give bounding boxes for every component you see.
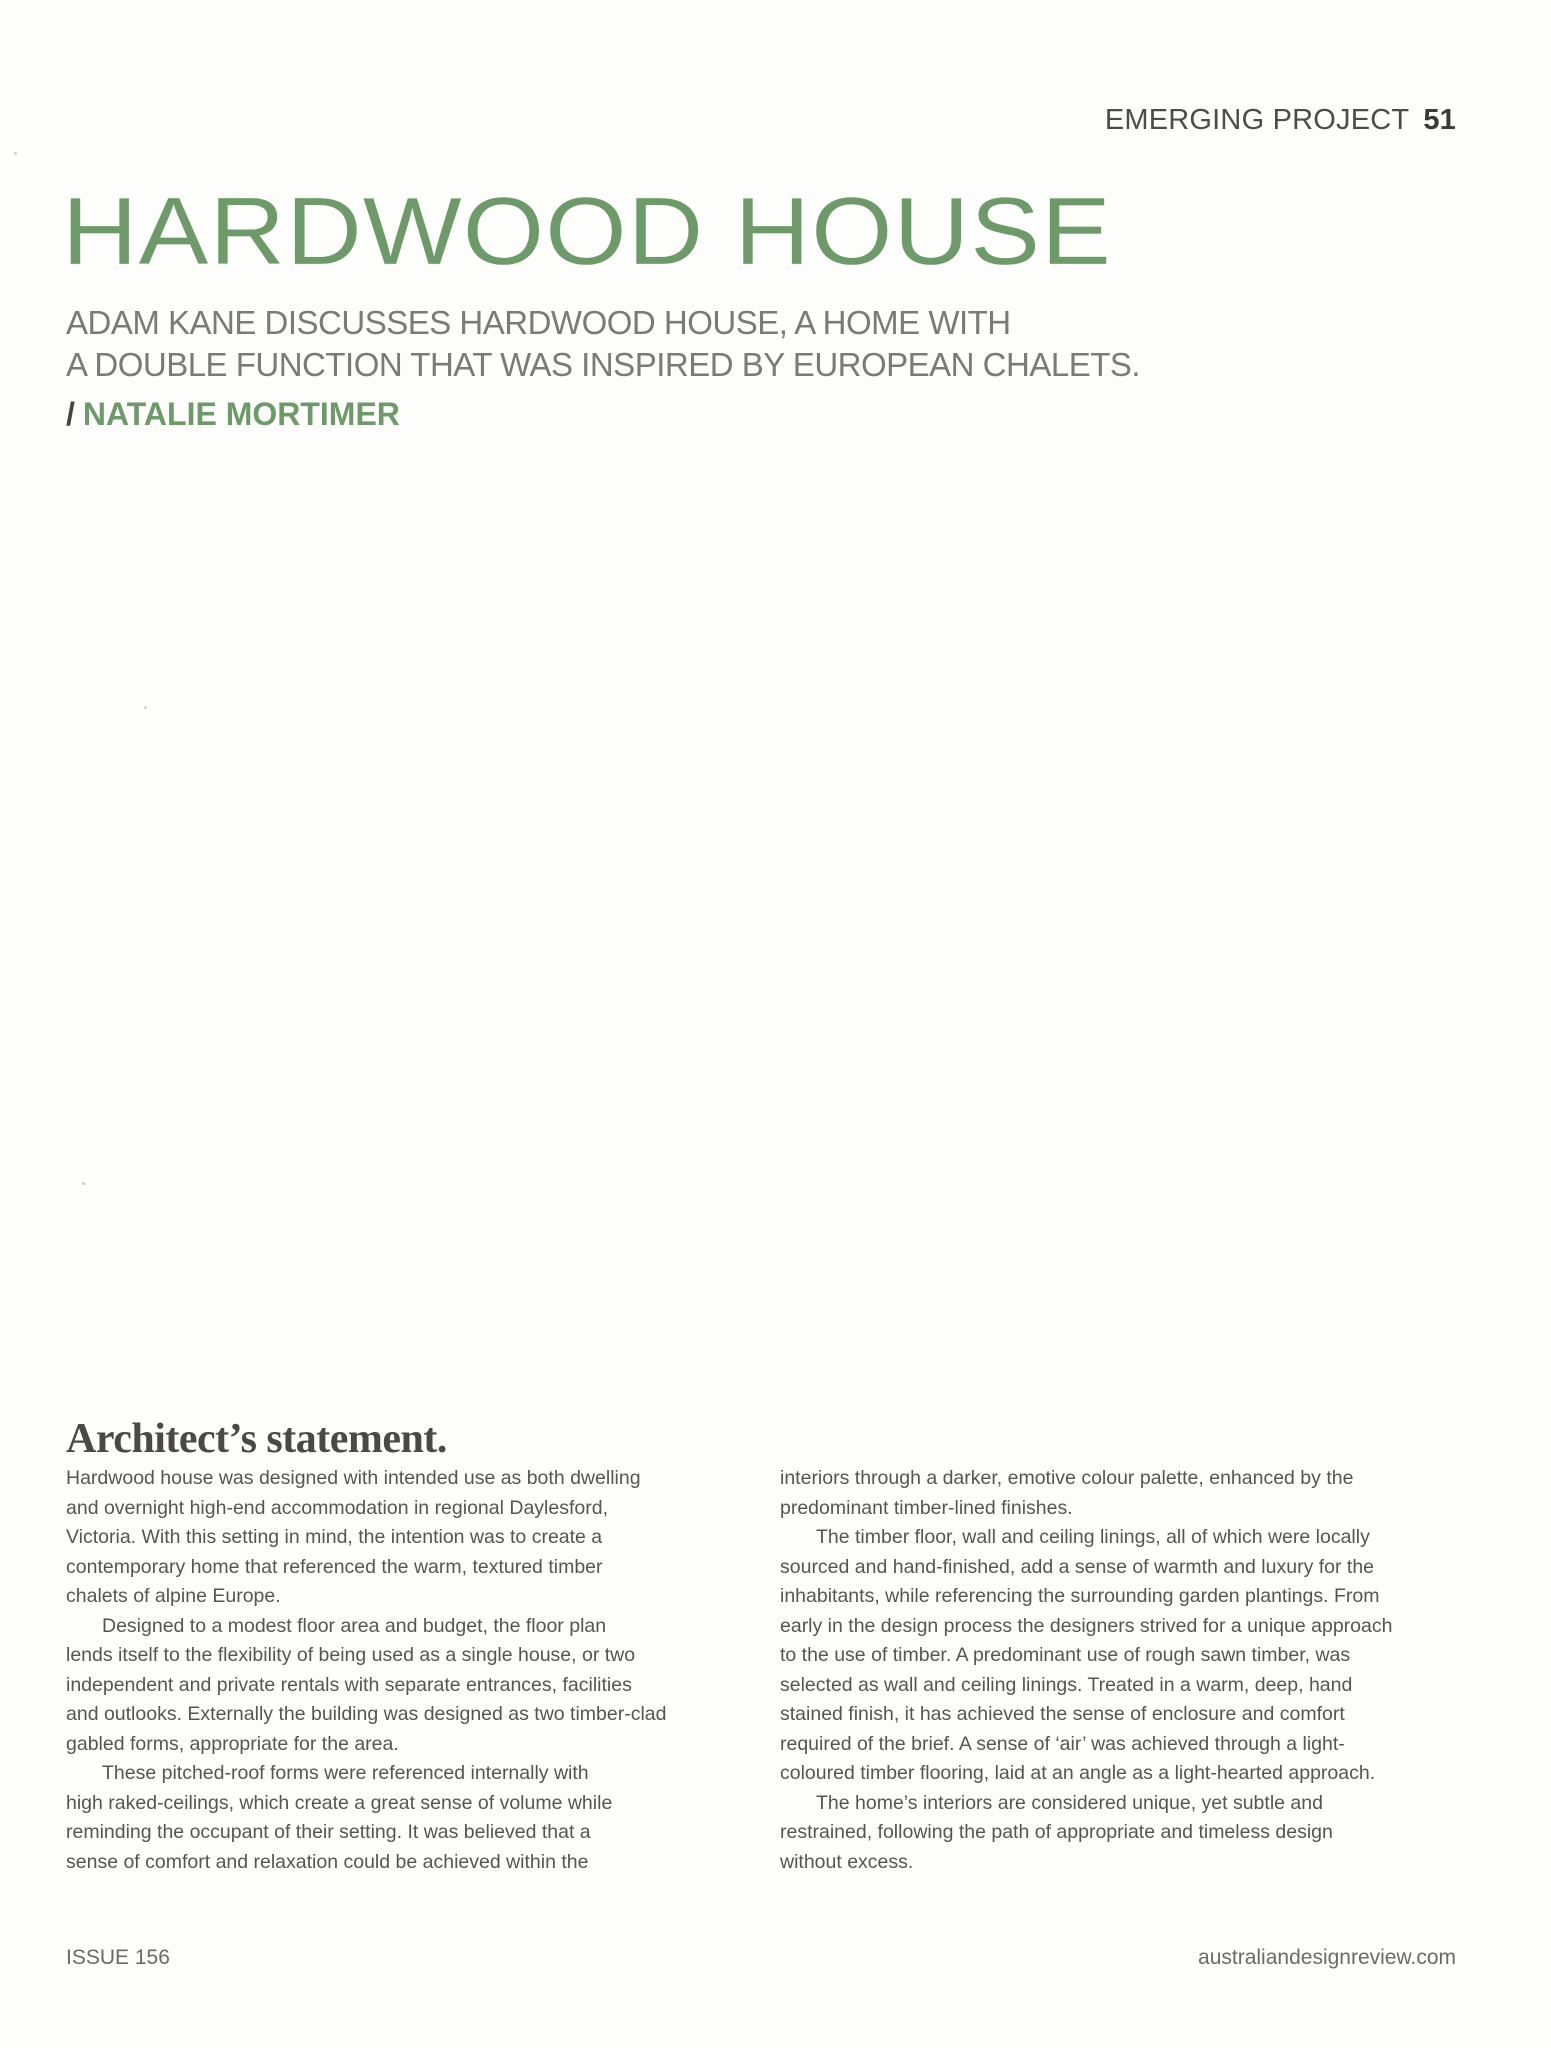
body-line: sense of comfort and relaxation could be achieved within the — [66, 1850, 589, 1873]
body-line: Designed to a modest floor area and budget, the floor plan — [102, 1614, 607, 1637]
article-title: HARDWOOD HOUSE — [62, 178, 1113, 285]
body-line: reminding the occupant of their setting. It was believed that a — [66, 1821, 591, 1843]
body-line: interiors through a darker, emotive colour palette, enhanced by the — [780, 1467, 1354, 1489]
body-line: early in the design process the designers strived for a unique approach — [780, 1614, 1393, 1637]
subtitle-line: A DOUBLE FUNCTION THAT WAS INSPIRED BY EUROPEAN CHALETS. — [66, 346, 1141, 383]
body-line: Victoria. With this setting in mind, the intention was to create a — [66, 1526, 603, 1548]
scan-speck — [14, 152, 17, 155]
author-name: NATALIE MORTIMER — [82, 396, 400, 432]
section-label: EMERGING PROJECT — [1104, 104, 1410, 136]
body-line: without excess. — [780, 1850, 914, 1873]
body-line: These pitched-roof forms were referenced internally with — [102, 1762, 589, 1784]
byline-slash: / — [66, 396, 75, 432]
body-line: chalets of alpine Europe. — [66, 1585, 281, 1607]
body-line: Hardwood house was designed with intended use as both dwelling — [66, 1467, 641, 1489]
body-line: lends itself to the flexibility of being used as a single house, or two — [66, 1644, 636, 1666]
body-line: independent and private rentals with separate entrances, facilities — [66, 1673, 632, 1696]
body-column-right — [780, 1464, 1460, 1877]
body-line: stained finish, it has achieved the sense of enclosure and comfort — [780, 1703, 1345, 1725]
article-subtitle — [66, 302, 1140, 386]
body-line: required of the brief. A sense of ‘air’ was achieved through a light- — [780, 1732, 1345, 1755]
body-line: and overnight high-end accommodation in regional Daylesford, — [66, 1496, 608, 1519]
body-line: restrained, following the path of appropriate and timeless design — [780, 1821, 1333, 1843]
body-line: inhabitants, while referencing the surrounding garden plantings. From — [780, 1585, 1380, 1607]
body-line: The timber floor, wall and ceiling linings, all of which were locally — [816, 1526, 1370, 1548]
byline — [66, 394, 400, 434]
body-line: gabled forms, appropriate for the area. — [66, 1732, 399, 1755]
scan-speck — [144, 706, 147, 709]
scan-speck — [82, 1182, 85, 1185]
body-column-left — [66, 1464, 736, 1877]
body-line: predominant timber-lined finishes. — [780, 1496, 1073, 1519]
body-line: contemporary home that referenced the warm, textured timber — [66, 1555, 603, 1578]
issue-number: ISSUE 156 — [66, 1946, 170, 1969]
subtitle-line: ADAM KANE DISCUSSES HARDWOOD HOUSE, A HOME WITH — [66, 304, 1011, 341]
page-number: 51 — [1423, 104, 1456, 136]
body-line: high raked-ceilings, which create a great sense of volume while — [66, 1791, 613, 1814]
body-line: sourced and hand-finished, add a sense of warmth and luxury for the — [780, 1555, 1375, 1578]
statement-heading: Architect’s statement. — [66, 1416, 447, 1462]
body-line: to the use of timber. A predominant use of rough sawn timber, was — [780, 1644, 1351, 1666]
page-header — [1105, 104, 1456, 137]
website-url: australiandesignreview.com — [1198, 1946, 1456, 1969]
body-line: and outlooks. Externally the building was designed as two timber-clad — [66, 1703, 667, 1725]
body-line: coloured timber flooring, laid at an angle as a light-hearted approach. — [780, 1762, 1376, 1784]
body-line: The home’s interiors are considered unique, yet subtle and — [816, 1791, 1323, 1814]
body-line: selected as wall and ceiling linings. Treated in a warm, deep, hand — [780, 1673, 1353, 1696]
